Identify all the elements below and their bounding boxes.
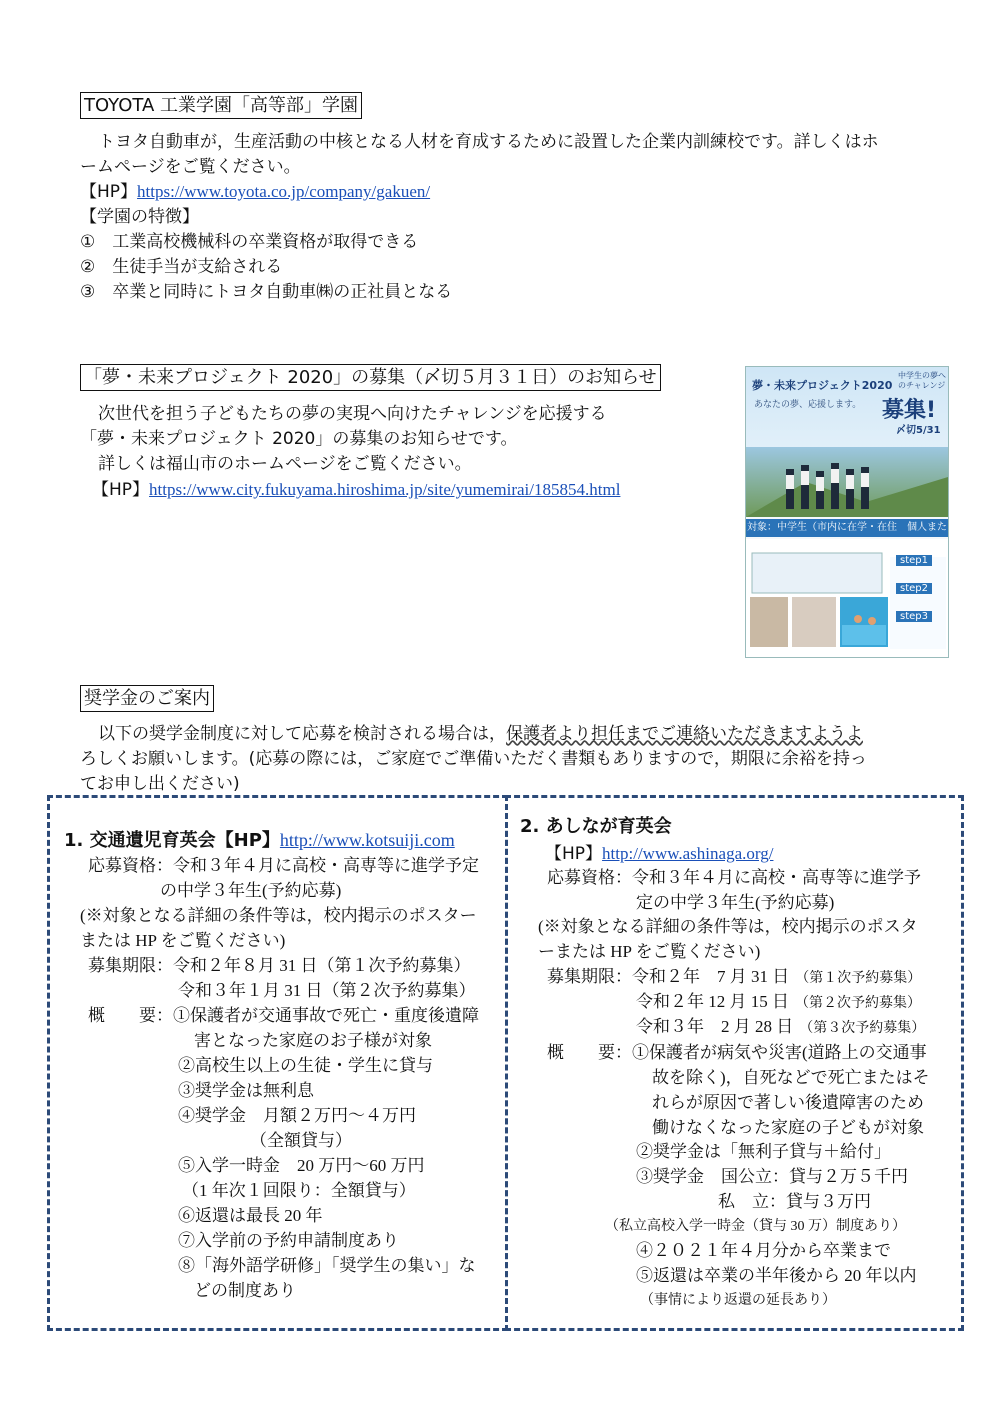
kotsu-line-3: (※対象となる詳細の条件等は，校内掲示のポスター [80, 906, 477, 925]
toyota-features-label: 【学園の特徴】 [80, 207, 199, 227]
poster-deadline: 〆切5/31 [896, 425, 941, 436]
scholar-intro-1a: 以下の奨学金制度に対して応募を検討される場合は， [98, 724, 506, 744]
ashinaga-line-11: 働けなくなった家庭の子どもが対象 [652, 1118, 924, 1137]
ashinaga-line-2: 定の中学３年生(予約応募) [636, 893, 835, 912]
ashinaga-line-15: （私立高校入学一時金（貸与 30 万）制度あり） [605, 1219, 906, 1234]
toyota-hp-link[interactable]: https://www.toyota.co.jp/company/gakuen/ [137, 182, 431, 201]
ashinaga-line-8: 概 要：①保護者が病気や災害(道路上の交通事 [547, 1043, 927, 1062]
ashinaga-line-4: ーまたは HP をご覧ください) [538, 942, 761, 961]
poster-step-1: step1 [896, 555, 932, 566]
kotsu-line-7: 概 要：①保護者が交通事故で死亡・重度後遺障 [88, 1006, 479, 1025]
kotsu-line-4: または HP をご覧ください) [80, 931, 286, 950]
ashinaga-line-1: 応募資格：令和３年４月に高校・高専等に進学予 [547, 868, 921, 887]
kotsu-line-16: ⑦入学前の予約申請制度あり [178, 1231, 399, 1250]
toyota-feature-1: ① 工業高校機械科の卒業資格が取得できる [80, 232, 419, 252]
poster-title: 夢・未来プロジェクト2020 [752, 379, 893, 392]
kotsu-line-12: （全額貸与） [250, 1131, 352, 1150]
poster-tagline: あなたの夢、応援します。 [754, 400, 862, 410]
kotsu-line-14: （1 年次１回限り：全額貸与） [182, 1181, 416, 1200]
toyota-hp-label: 【HP】 [80, 182, 138, 202]
ashinaga-line-5 [547, 965, 921, 991]
ashinaga-hp-row [545, 842, 773, 866]
toyota-feature-2: ② 生徒手当が支給される [80, 257, 283, 277]
ashinaga-deadline-1-note: （第１次予約募集） [795, 971, 922, 986]
ashinaga-hp-label: 【HP】 [545, 844, 603, 864]
ashinaga-line-6 [636, 990, 921, 1016]
ashinaga-line-17: ⑤返還は卒業の半年後から 20 年以内 [636, 1266, 917, 1285]
ashinaga-line-7 [636, 1015, 925, 1041]
ashinaga-line-3: (※対象となる詳細の条件等は，校内掲示のポスタ [538, 917, 918, 936]
toyota-hp-row [80, 180, 430, 204]
yume-line1: 次世代を担う子どもたちの夢の実現へ向けたチャレンジを応援する [98, 404, 607, 424]
ashinaga-line-12: ②奨学金は「無利子貸与＋給付」 [636, 1142, 891, 1161]
ashinaga-line-13: ③奨学金 国公立：貸与２万５千円 [636, 1167, 908, 1186]
ashinaga-deadline-2-note: （第２次予約募集） [795, 996, 921, 1011]
poster-step-2: step2 [896, 583, 932, 594]
ashinaga-deadline-1: 募集期限：令和２年 7 月 31 日 [547, 967, 790, 986]
kotsu-line-9: ②高校生以上の生徒・学生に貸与 [178, 1056, 433, 1075]
scholar-intro-line1 [98, 722, 863, 746]
ashinaga-line-18: （事情により返還の延長あり） [640, 1293, 836, 1308]
poster-subtitle: 中学生の夢へのチャレンジ [898, 371, 946, 390]
kotsu-title-row [64, 828, 455, 853]
poster-students-photo [746, 447, 948, 517]
ashinaga-line-10: れらが原因で著しい後遺障害のため [652, 1093, 924, 1112]
yume-heading: 「夢・未来プロジェクト 2020」の募集（〆切５月３１日）のお知らせ [80, 364, 661, 391]
kotsu-hp-link[interactable]: http://www.kotsuiji.com [279, 830, 455, 850]
yume-poster-image [745, 366, 949, 658]
kotsu-line-17: ⑧「海外語学研修」「奨学生の集い」な [178, 1256, 476, 1275]
scholar-intro-line2: ろしくお願いします。(応募の際には，ご家庭でご準備いただく書類もありますので，期限に余裕を持っ [80, 749, 867, 769]
ashinaga-deadline-3-note: （第３次予約募集） [799, 1021, 926, 1036]
kotsu-line-18: どの制度あり [194, 1281, 296, 1300]
kotsu-line-6: 令和３年１月 31 日（第２次予約募集） [178, 981, 476, 1000]
toyota-feature-3: ③ 卒業と同時にトヨタ自動車㈱の正社員となる [80, 282, 453, 302]
toyota-intro-line2: ームページをご覧ください。 [80, 157, 301, 177]
kotsu-line-2: の中学３年生(予約応募) [160, 881, 342, 900]
poster-target-bar: 対象：中学生（市内に在学・在住 個人また [746, 519, 948, 537]
scholar-heading: 奨学金のご案内 [80, 685, 214, 712]
kotsu-line-10: ③奨学金は無利息 [178, 1081, 314, 1100]
kotsu-line-11: ④奨学金 月額２万円～４万円 [178, 1106, 416, 1125]
toyota-heading: TOYOTA 工業学園「高等部」学園 [80, 92, 362, 119]
kotsu-title: 1. 交通遺児育英会【HP】 [64, 830, 280, 851]
scholar-intro-1b: 保護者より担任までご連絡いただきますようよ [506, 724, 863, 744]
ashinaga-line-14: 私 立：貸与３万円 [718, 1192, 871, 1211]
kotsu-line-8: 害となった家庭のお子様が対象 [194, 1031, 432, 1050]
ashinaga-hp-link[interactable]: http://www.ashinaga.org/ [602, 844, 774, 863]
yume-hp-link[interactable]: https://www.city.fukuyama.hiroshima.jp/site/yumemirai/185854.html [149, 480, 621, 499]
ashinaga-title: 2. あしなが育英会 [520, 816, 672, 837]
poster-boshu: 募集! [882, 398, 937, 423]
kotsu-line-5: 募集期限：令和２年８月 31 日（第１次予約募集） [88, 956, 471, 975]
scholar-intro-line3: てお申し出ください) [80, 774, 240, 794]
yume-hp-row [92, 478, 620, 502]
yume-line3: 詳しくは福山市のホームページをご覧ください。 [98, 454, 472, 474]
toyota-intro-line1: トヨタ自動車が，生産活動の中核となる人材を育成するために設置した企業内訓練校です。詳しくはホ [98, 132, 879, 152]
ashinaga-line-9: 故を除く)，自死などで死亡またはそ [652, 1068, 930, 1087]
kotsu-line-1: 応募資格：令和３年４月に高校・高専等に進学予定 [88, 856, 479, 875]
ashinaga-deadline-2: 令和２年 12 月 15 日 [636, 992, 789, 1011]
yume-line2: 「夢・未来プロジェクト 2020」の募集のお知らせです。 [80, 429, 518, 449]
poster-steps-area [746, 539, 948, 657]
ashinaga-deadline-3: 令和３年 2 月 28 日 [636, 1017, 794, 1036]
kotsu-line-13: ⑤入学一時金 20 万円～60 万円 [178, 1156, 425, 1175]
ashinaga-line-16: ④２０２１年４月分から卒業まで [636, 1241, 891, 1260]
kotsu-line-15: ⑥返還は最長 20 年 [178, 1206, 323, 1225]
yume-hp-label: 【HP】 [92, 480, 150, 500]
poster-step-3: step3 [896, 611, 932, 622]
